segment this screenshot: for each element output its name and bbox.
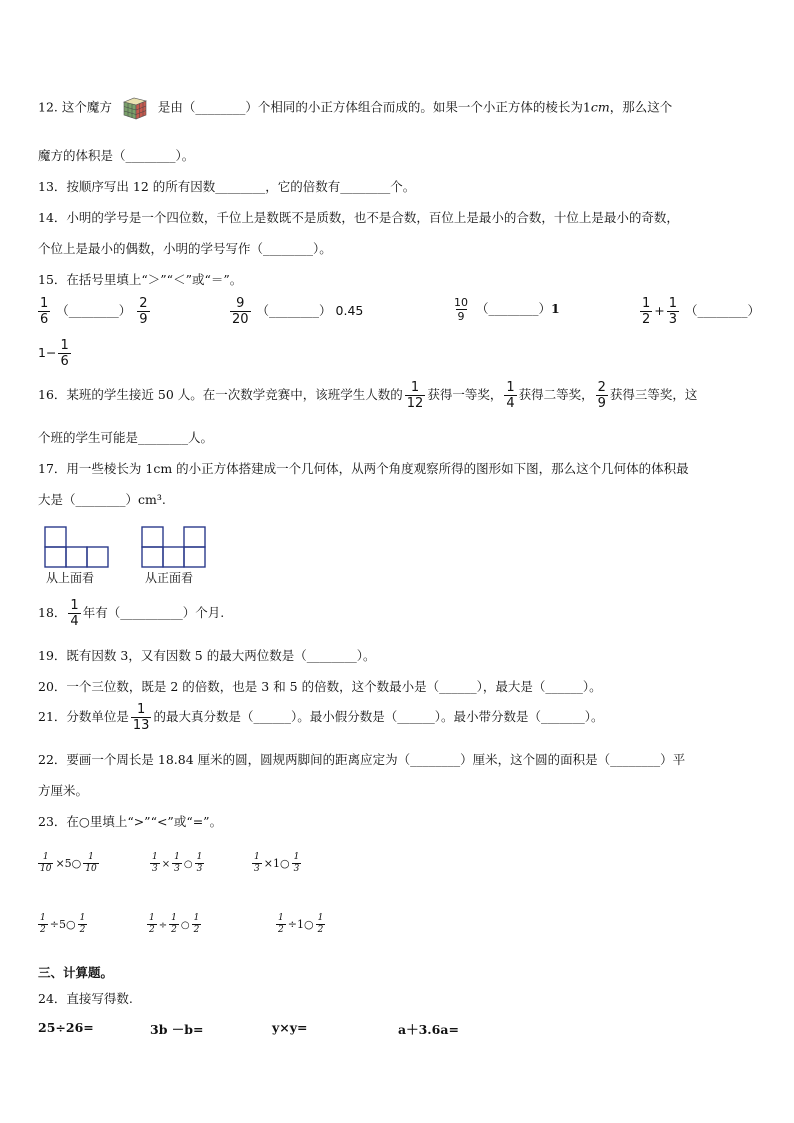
q24-item-2: 3b －b= [150, 1022, 204, 1037]
question-12-line1: 12. 这个魔方 是由（________）个相同的小正方体组合而成的。如果一个小正方体的棱长为1cm，那么这个 [38, 96, 672, 120]
q23-expr-2: $\frac{1}{3}$ × $\frac{1}{3}$ ○ $\frac{1}{3}$ [152, 852, 203, 874]
q15-item-2: $\frac{9}{20}$ （________） 0.45 [232, 296, 364, 327]
question-16-line1: 16．某班的学生接近 50 人。在一次数学竞赛中，该班学生人数的 $\frac{1}{12}$ 获得一等奖， $\frac{1}{4}$ 获得二等奖， $\frac{2}{9}$ 获得三等奖，这 [38, 380, 698, 411]
q15-item-4: $\frac{1}{2}$ + $\frac{1}{3}$ （________） [642, 296, 761, 327]
question-21: 21．分数单位是 $\frac{1}{13}$ 的最大真分数是（______）。最小假分数是（______）。最小带分数是（_______）。 [38, 702, 604, 733]
section-3-title: 三、计算题。 [38, 965, 114, 980]
front-view-label: 从正面看 [145, 571, 194, 585]
rubiks-cube-icon [122, 96, 148, 120]
question-17-line2: 大是（________）cm³. [38, 492, 166, 507]
q23-expr-6: $\frac{1}{2}$ ÷1○ $\frac{1}{2}$ [278, 913, 324, 935]
q24-item-4: a＋3.6a= [398, 1022, 459, 1037]
question-18: 18． $\frac{1}{4}$ 年有（__________）个月. [38, 598, 225, 629]
question-22-line1: 22．要画一个周长是 18.84 厘米的圆，圆规两脚间的距离应定为（________）厘米，这个圆的面积是（________）平 [38, 752, 686, 767]
q15-item-5: 1− $\frac{1}{6}$ [38, 338, 69, 369]
question-24-title: 24．直接写得数. [38, 991, 133, 1006]
question-20: 20．一个三位数，既是 2 的倍数，也是 3 和 5 的倍数，这个数最小是（______），最大是（______）。 [38, 679, 602, 694]
top-view-grid [44, 526, 110, 568]
q23-expr-4: $\frac{1}{2}$ ÷5○ $\frac{1}{2}$ [40, 913, 86, 935]
q15-item-3: $\frac{10}{9}$ （________）1 [454, 296, 560, 323]
q23-expr-1: $\frac{1}{10}$ ×5○ $\frac{1}{10}$ [40, 852, 97, 874]
q23-expr-3: $\frac{1}{3}$ ×1○ $\frac{1}{3}$ [254, 852, 300, 874]
question-14-line2: 个位上是最小的偶数，小明的学号写作（________）。 [38, 241, 332, 256]
q23-expr-5: $\frac{1}{2}$ ÷ $\frac{1}{2}$ ○ $\frac{1}{2}$ [149, 913, 200, 935]
question-16-line2: 个班的学生可能是________人。 [38, 430, 214, 445]
question-15-title: 15．在括号里填上“＞”“＜”或“＝”。 [38, 272, 243, 287]
front-view-grid [141, 526, 207, 568]
question-17-line1: 17．用一些棱长为 1cm 的小正方体搭建成一个几何体，从两个角度观察所得的图形如下图，那么这个几何体的体积最 [38, 461, 689, 476]
question-23-title: 23．在○里填上“>”“<”或“=”。 [38, 814, 223, 829]
question-14-line1: 14．小明的学号是一个四位数，千位上是数既不是质数，也不是合数，百位上是最小的合数，十位上是最小的奇数， [38, 210, 679, 225]
question-22-line2: 方厘米。 [38, 783, 89, 798]
question-19: 19．既有因数 3，又有因数 5 的最大两位数是（________）。 [38, 648, 376, 663]
q24-item-3: y×y= [272, 1020, 308, 1035]
q24-item-1: 25÷26= [38, 1020, 94, 1035]
top-view-label: 从上面看 [46, 571, 95, 585]
q15-item-1: $\frac{1}{6}$ （________） $\frac{2}{9}$ [40, 296, 148, 327]
question-13: 13．按顺序写出 12 的所有因数________，它的倍数有________个。 [38, 179, 416, 194]
question-12-line2: 魔方的体积是（________）。 [38, 148, 195, 163]
